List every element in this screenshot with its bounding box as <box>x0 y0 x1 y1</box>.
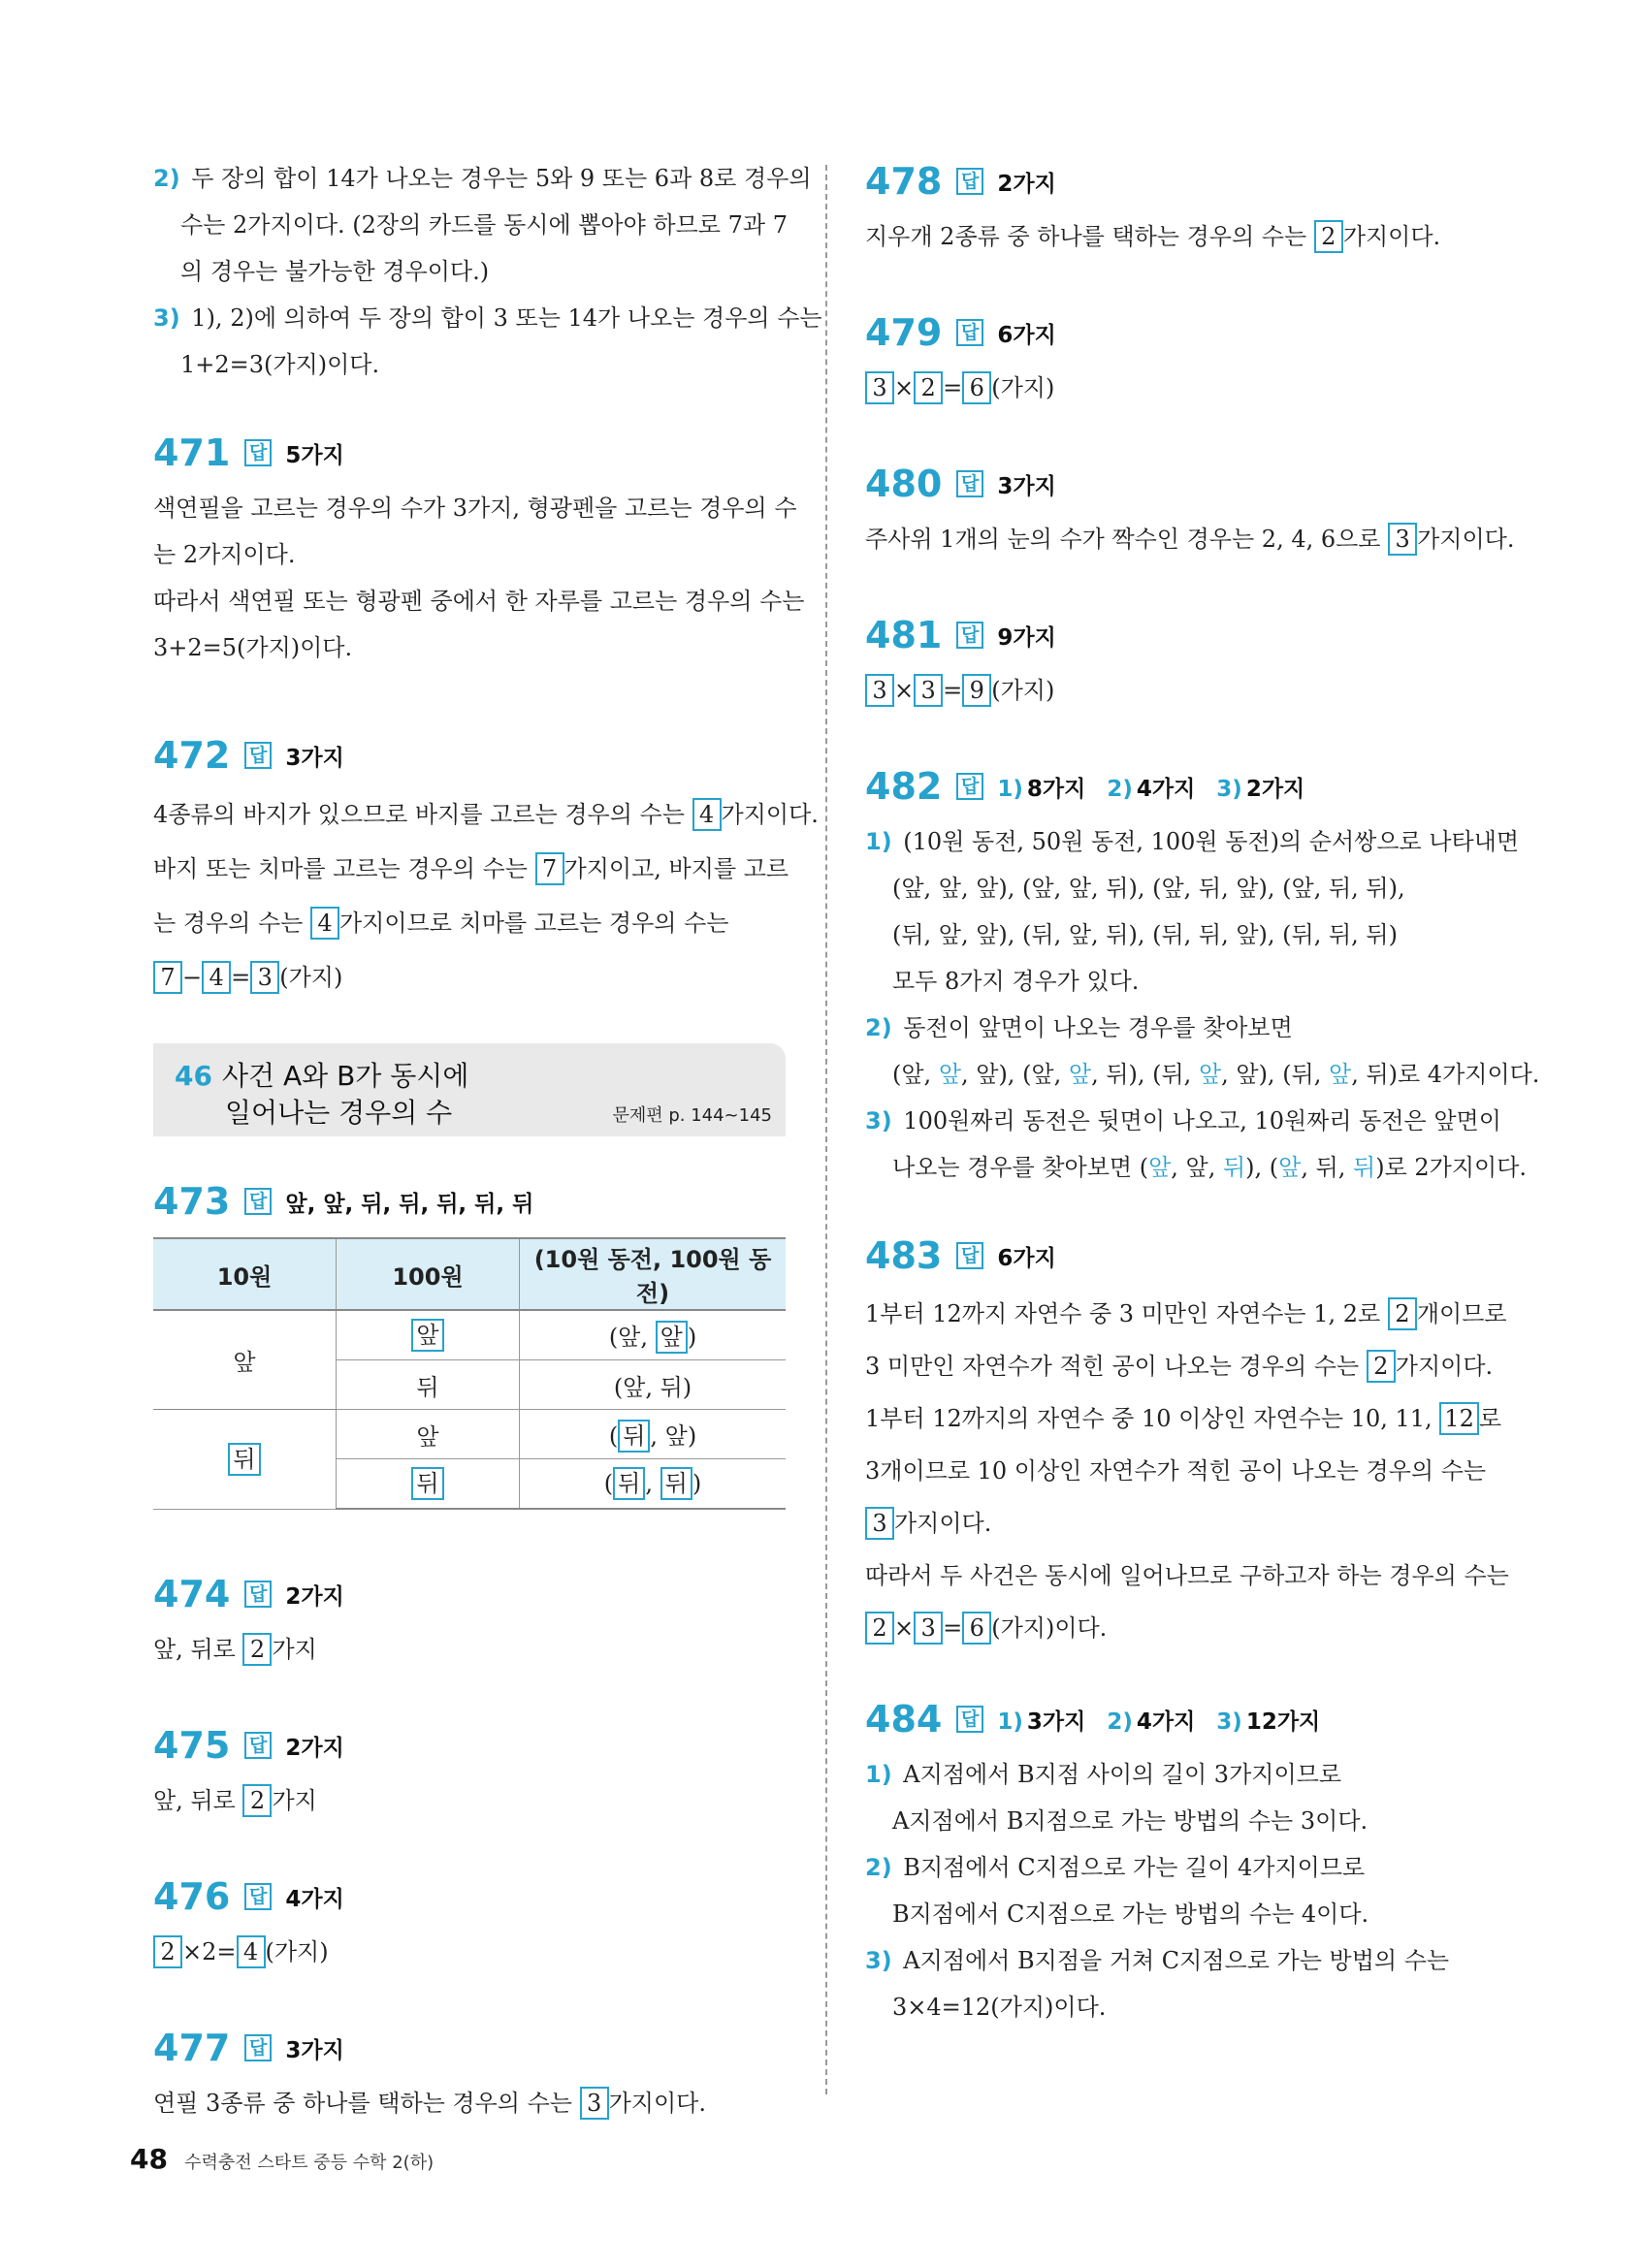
problem-475: 475 답 2가지 앞, 뒤로 2 가지 <box>153 1719 786 1824</box>
problem-number: 473 <box>153 1180 231 1223</box>
problem-481: 481 답 9가지 3 × 3 = 9 (가지) <box>865 609 1505 714</box>
blank-box: 3 <box>250 961 279 994</box>
problem-473 <box>153 1175 786 1510</box>
section-number: 46 <box>175 1060 212 1092</box>
problem-478: 478 답 2가지 지우개 2종류 중 하나를 택하는 경우의 수는 2 가지이다. <box>865 155 1505 260</box>
blank-box: 3 <box>914 674 943 707</box>
problem-number: 471 <box>153 431 231 474</box>
table-row: 뒤 (앞, 뒤) <box>153 1360 786 1410</box>
blank-box: 2 <box>242 1784 272 1817</box>
answer-badge: 답 <box>956 319 983 346</box>
right-column <box>865 155 1540 2089</box>
answer-badge: 답 <box>956 1242 983 1269</box>
sub-label: 1) <box>865 1761 892 1788</box>
blank-box: 4 <box>237 1935 266 1968</box>
blank-box: 2 <box>1367 1350 1396 1383</box>
answer-text: 1) 8가지 2) 4가지 3) 2가지 <box>997 776 1305 802</box>
problem-472: 472 답 3가지 4종류의 바지가 있으므로 바지를 고르는 경우의 수는 4 가지이다. 바지 또는 치마를 고르는 경우의 수는 7 가지이고, 바지를 고르 는 경우의 수는 4 가지이므로 치마를 고르는 경우의 수는 7 − 4 = 3 (가지) <box>153 729 786 1005</box>
blank-box: 9 <box>962 674 991 707</box>
blank-box: 앞 <box>411 1319 443 1352</box>
problem-477: 477 답 3가지 연필 3종류 중 하나를 택하는 경우의 수는 3 가지이다. <box>153 2022 786 2126</box>
answer-text: 앞, 앞, 뒤, 뒤, 뒤, 뒤, 뒤 <box>285 1191 534 1217</box>
problem-482: 482 답 1) 8가지 2) 4가지 3) 2가지 1) (10원 동전, 50원 동전, 100원 동전)의 순서쌍으로 나타내면 (앞, 앞, 앞), (앞, 앞, 뒤), (앞, 뒤, 앞), (앞, 뒤, 뒤), (뒤, 앞, 앞), (뒤, 앞, 뒤), (뒤, 뒤, 앞), (뒤, 뒤, 뒤) 모두 8가지 경우가 있다. 2) 동전이 앞면이 나오는 경우를 찾아보면 (앞, 앞, 앞), (앞, 앞, 뒤), (뒤, 앞, 앞), (뒤, 앞, 뒤)로 4가지이다. 3) 100원짜리 동전은 뒷면이 나오고, 10원짜리 동전은 앞면이 나오는 경우를 찾아보면 (앞, 앞, 뒤), (앞, 뒤, 뒤)로 2가지이다. <box>865 765 1540 1181</box>
sub-label: 3) <box>865 1107 892 1134</box>
answer-text: 3가지 <box>285 745 344 771</box>
problem-483: 483 답 6가지 1부터 12까지 자연수 중 3 미만인 자연수는 1, 2로 2 개이므로 3 미만인 자연수가 적힌 공이 나오는 경우의 수는 2 가지이다. 1부터 12까지의 자연수 중 10 이상인 자연수는 10, 11, 12 로 3개이므로 10 이상인 자연수가 적힌 공이 나오는 경우의 수는 3 가지이다. 따라서 두 사건은 동시에 일어나므로 구하고자 하는 경우의 수는 2 × 3 = 6 (가지)이다. <box>865 1230 1505 1654</box>
blank-box: 3 <box>580 2087 609 2120</box>
answer-text: 3가지 <box>997 473 1056 499</box>
blank-box: 4 <box>692 798 722 831</box>
blank-box: 2 <box>1388 1297 1417 1330</box>
answer-badge: 답 <box>956 622 983 649</box>
table-header-row: 10원 100원 (10원 동전, 100원 동전) <box>153 1238 786 1310</box>
answer-text: 5가지 <box>285 442 344 468</box>
blank-box: 2 <box>153 1935 182 1968</box>
sub-label: 2) <box>153 165 180 192</box>
coin-outcome-table <box>153 1237 786 1510</box>
table-row: 뒤 ( 뒤 , 뒤 ) <box>153 1459 786 1510</box>
blank-box: 2 <box>242 1633 272 1666</box>
blank-box: 2 <box>865 1612 894 1645</box>
page-number: 48 <box>130 2143 168 2175</box>
blank-box: 12 <box>1439 1402 1479 1435</box>
blank-box: 뒤 <box>618 1420 650 1453</box>
problem-480: 480 답 3가지 주사위 1개의 눈의 수가 짝수인 경우는 2, 4, 6으로 3 가지이다. <box>865 458 1505 562</box>
blank-box: 뒤 <box>411 1467 443 1500</box>
problem-484: 484 답 1) 3가지 2) 4가지 3) 12가지 1) A지점에서 B지점 사이의 길이 3가지이므로 A지점에서 B지점으로 가는 방법의 수는 3이다. 2) B지점에서 C지점으로 가는 길이 4가지이므로 B지점에서 C지점으로 가는 방법의 수는 4이다. 3) A지점에서 B지점을 거쳐 C지점으로 가는 방법의 수는 3×4=12(가지)이다. <box>865 1698 1450 2021</box>
problem-number: 479 <box>865 311 943 354</box>
blank-box: 2 <box>1314 220 1343 253</box>
problem-number: 484 <box>865 1698 943 1741</box>
blank-box: 3 <box>865 1507 894 1540</box>
book-title: 수력충전 스타트 중등 수학 2(하) <box>184 2153 435 2173</box>
answer-text: 6가지 <box>997 1245 1056 1271</box>
blank-box: 앞 <box>656 1321 688 1354</box>
blank-box: 3 <box>914 1612 943 1645</box>
blank-box: 뒤 <box>613 1467 645 1500</box>
answer-text: 2가지 <box>285 1583 344 1610</box>
problem-479: 479 답 6가지 3 × 2 = 6 (가지) <box>865 306 1505 411</box>
problem-number: 480 <box>865 463 943 505</box>
left-column <box>153 155 822 2185</box>
blank-box: 4 <box>202 961 231 994</box>
problem-number: 472 <box>153 734 231 777</box>
answer-badge: 답 <box>956 773 983 800</box>
sub-label: 1) <box>865 828 892 855</box>
problem-number: 482 <box>865 765 943 808</box>
answer-badge: 답 <box>956 168 983 195</box>
problem-number: 476 <box>153 1875 231 1918</box>
sub-label: 3) <box>153 304 180 332</box>
problem-number: 483 <box>865 1234 943 1277</box>
problem-474: 474 답 2가지 앞, 뒤로 2 가지 <box>153 1568 786 1673</box>
blank-box: 뒤 <box>228 1443 260 1476</box>
problem-476: 476 답 4가지 2 ×2= 4 (가지) <box>153 1870 786 1975</box>
answer-badge: 답 <box>244 2034 272 2061</box>
blank-box: 6 <box>962 1612 991 1645</box>
problem-470-continued: 2) 두 장의 합이 14가 나오는 경우는 5와 9 또는 6과 8로 경우의 수는 2가지이다. (2장의 카드를 동시에 뽑아야 하므로 7과 7 의 경우는 불가능한 경우이다.) 3) 1), 2)에 의하여 두 장의 합이 3 또는 14가 나오는 경우의 수는 1+2=3(가지)이다. <box>153 165 822 378</box>
blank-box: 4 <box>310 907 339 940</box>
blank-box: 6 <box>962 371 991 404</box>
answer-badge: 답 <box>244 439 272 466</box>
blank-box: 2 <box>914 371 943 404</box>
answer-text: 1) 3가지 2) 4가지 3) 12가지 <box>997 1709 1321 1735</box>
sub-label: 3) <box>865 1947 892 1974</box>
blank-box: 3 <box>1388 523 1417 556</box>
answer-text: 2가지 <box>997 171 1056 197</box>
blank-box: 3 <box>865 371 894 404</box>
sub-label: 2) <box>865 1854 892 1881</box>
answer-text: 6가지 <box>997 322 1056 348</box>
problem-number: 478 <box>865 160 943 203</box>
section-title-line1: 사건 A와 B가 동시에 <box>221 1060 469 1092</box>
answer-badge: 답 <box>244 1581 272 1608</box>
answer-badge: 답 <box>244 1188 272 1215</box>
problem-number: 475 <box>153 1724 231 1767</box>
answer-text: 3가지 <box>285 2037 344 2063</box>
sub-label: 2) <box>865 1014 892 1041</box>
problem-number: 474 <box>153 1573 231 1615</box>
answer-text: 9가지 <box>997 624 1056 651</box>
column-divider <box>825 165 827 2094</box>
section-header <box>153 1043 786 1136</box>
problem-number: 477 <box>153 2027 231 2069</box>
blank-box: 7 <box>535 852 564 885</box>
section-title-line2: 일어나는 경우의 수 <box>225 1097 453 1129</box>
blank-box: 뒤 <box>660 1467 692 1500</box>
blank-box: 3 <box>865 674 894 707</box>
answer-badge: 답 <box>244 742 272 769</box>
answer-badge: 답 <box>956 1706 983 1733</box>
page-footer <box>130 2143 434 2175</box>
answer-badge: 답 <box>244 1883 272 1910</box>
table-row: 뒤 앞 ( 뒤 , 앞) <box>153 1410 786 1459</box>
table-row: 앞 앞 (앞, 앞 ) <box>153 1310 786 1360</box>
problem-471: 471 답 5가지 색연필을 고르는 경우의 수가 3가지, 형광펜을 고르는 경우의 수 는 2가지이다. 따라서 색연필 또는 형광펜 중에서 한 자루를 고르는 경우의 수는 3+2=5(가지)이다. <box>153 431 805 661</box>
problem-number: 481 <box>865 614 943 656</box>
answer-badge: 답 <box>244 1732 272 1759</box>
blank-box: 7 <box>153 961 182 994</box>
section-page-reference: 문제편 p. 144~145 <box>612 1105 772 1126</box>
answer-badge: 답 <box>956 470 983 497</box>
answer-text: 4가지 <box>285 1886 344 1912</box>
answer-text: 2가지 <box>285 1735 344 1761</box>
